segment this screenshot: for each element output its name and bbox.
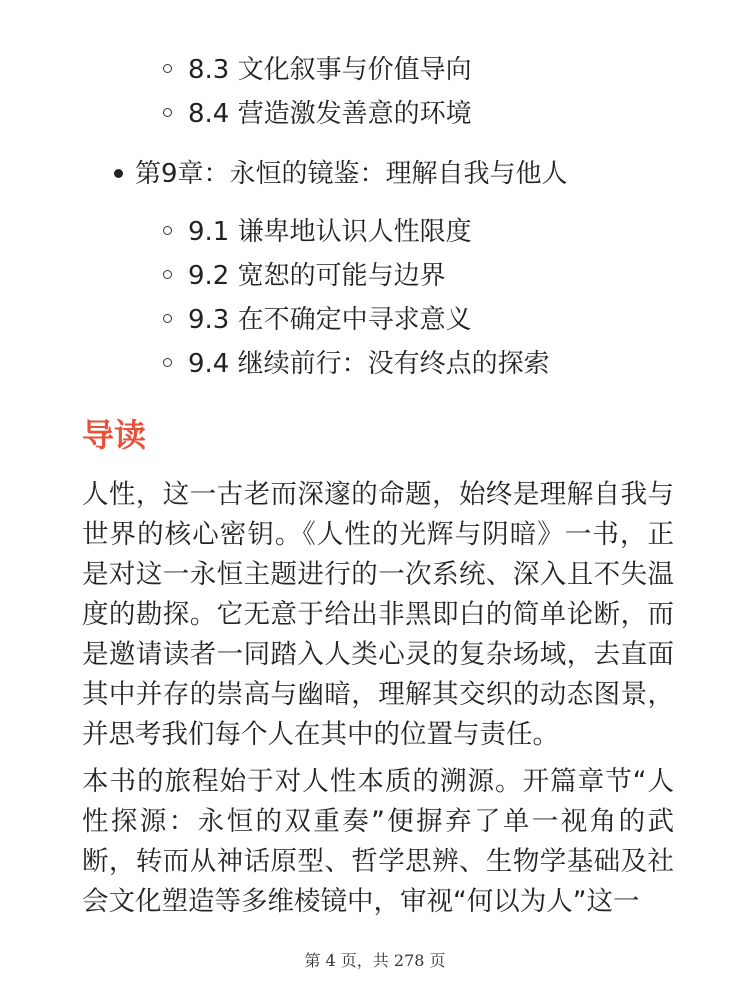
toc-item-8-4[interactable] [0, 92, 750, 136]
toc-item-9-3[interactable] [0, 298, 750, 342]
toc-item-8-3[interactable] [0, 48, 750, 92]
hollow-circle-bullet-icon [163, 314, 172, 323]
table-of-contents [0, 48, 750, 386]
intro-paragraph-2: 本书的旅程始于对人性本质的溯源。开篇章节“人性探源：永恒的双重奏”便摒弃了单一视角的武断，转而从神话原型、哲学思辨、生物学基础及社会文化塑造等多维棱镜中，审视“何以为人”这一 [82, 766, 674, 917]
toc-item-9-2[interactable] [0, 254, 750, 298]
toc-chapter-9[interactable] [0, 144, 750, 204]
hollow-circle-bullet-icon [163, 108, 172, 117]
toc-item-9-1[interactable] [0, 210, 750, 254]
intro-paragraph-1: 人性，这一古老而深邃的命题，始终是理解自我与世界的核心密钥。《人性的光辉与阴暗》一书，正是对这一永恒主题进行的一次系统、深入且不失温度的勘探。它无意于给出非黑即白的简单论断，而是邀请读者一同踏入人类心灵的复杂场域，去直面其中并存的崇高与幽暗，理解其交织的动态图景，并思考我们每个人在其中的位置与责任。 [82, 479, 674, 750]
toc-item-label: 8.3 文化叙事与价值导向 [188, 55, 472, 85]
hollow-circle-bullet-icon [163, 270, 172, 279]
toc-item-label: 9.4 继续前行：没有终点的探索 [188, 349, 550, 379]
toc-chapter-label: 第9章：永恒的镜鉴：理解自我与他人 [135, 159, 568, 189]
toc-item-label: 9.1 谦卑地认识人性限度 [188, 217, 472, 247]
hollow-circle-bullet-icon [163, 226, 172, 235]
page-number-footer: 第 4 页，共 278 页 [304, 951, 446, 970]
toc-item-label: 9.2 宽恕的可能与边界 [188, 261, 446, 291]
hollow-circle-bullet-icon [163, 358, 172, 367]
toc-item-9-4[interactable] [0, 342, 750, 386]
section-heading: 导读 [82, 416, 147, 454]
hollow-circle-bullet-icon [163, 64, 172, 73]
filled-circle-bullet-icon [114, 169, 123, 178]
toc-item-label: 8.4 营造激发善意的环境 [188, 99, 472, 129]
toc-item-label: 9.3 在不确定中寻求意义 [188, 305, 472, 335]
